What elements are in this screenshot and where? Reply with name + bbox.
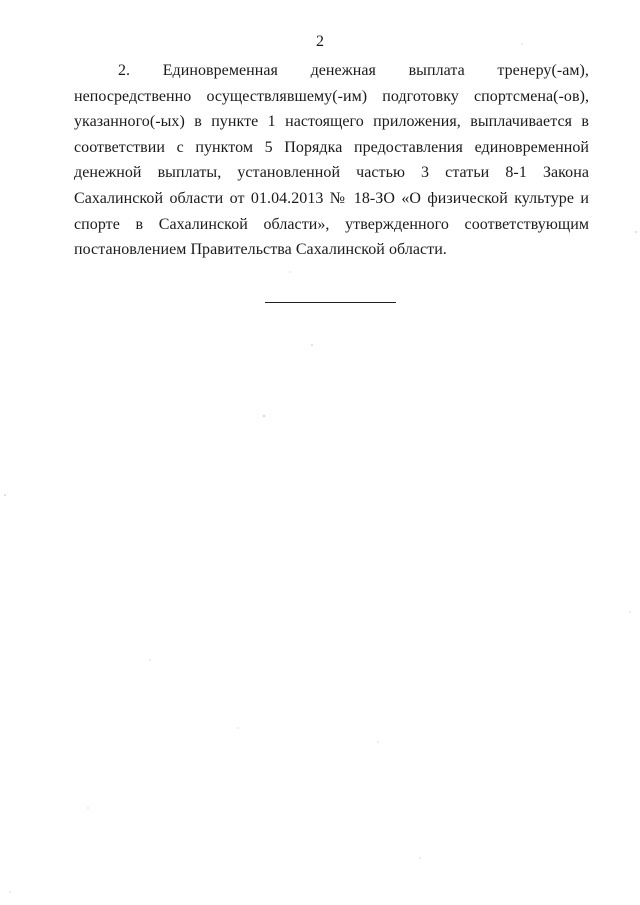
body-paragraph: 2. Единовременная денежная выплата тренеру(-ам), непосредственно осуществлявшему(-им) подготовку спортсмена(-ов), указанного(-ых) в пункте 1 настоящего приложения, выплачивается в соответствии с пунктом 5 Порядка предоставления единовременной денежной выплаты, установленной частью 3 статьи 8-1 Закона Сахалинской области от 01.04.2013 № 18-ЗО «О физической культуре и спорте в Сахалинской области», утвержденного соответствующим постановлением Правительства Сахалинской области. (74, 62, 589, 259)
page-number: 2 (316, 33, 324, 50)
separator-line (265, 302, 396, 303)
